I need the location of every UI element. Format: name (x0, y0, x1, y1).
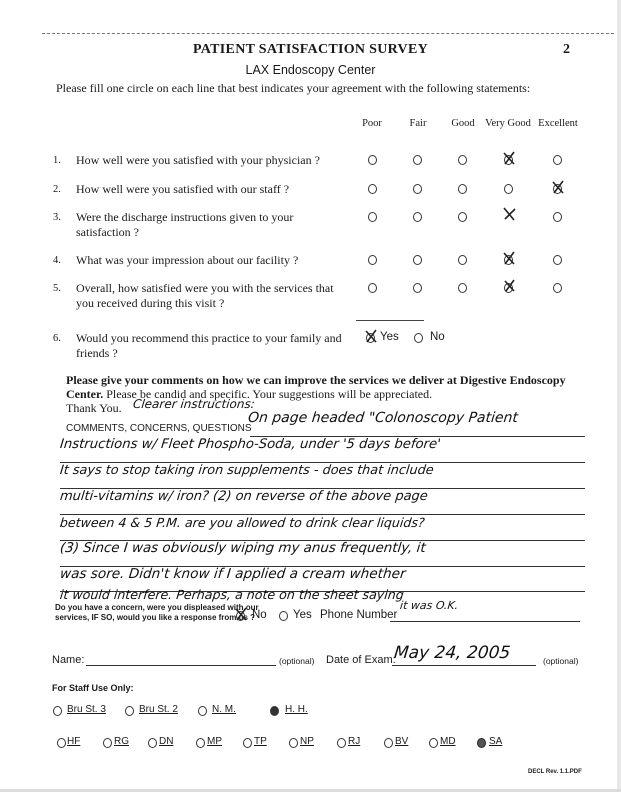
staff-bv-radio[interactable] (384, 738, 393, 748)
page-number: 2 (563, 42, 570, 57)
q1-number: 1. (53, 155, 61, 166)
col-poor: Poor (362, 118, 382, 129)
phone-number-label: Phone Number (320, 609, 398, 621)
q5-fair-radio[interactable] (413, 283, 422, 293)
date-of-exam-value: May 24, 2005 (392, 643, 512, 663)
q5-number: 5. (53, 283, 61, 294)
q6-yes-label: Yes (380, 331, 399, 343)
handwritten-line-5: between 4 & 5 P.M. are you allowed to drink clear liquids? (59, 515, 426, 530)
q5-excellent-radio[interactable] (553, 283, 562, 293)
col-excellent: Excellent (538, 118, 578, 129)
q6-no-label: No (430, 331, 445, 343)
staff-dn-label: DN (159, 736, 174, 747)
q2-fair-radio[interactable] (413, 184, 422, 194)
top-dashed-rule (42, 33, 614, 34)
concern-no-label: No (252, 609, 267, 621)
concern-no-check-mark-icon (234, 607, 248, 621)
q1-text: How well were you satisfied with your physician ? (76, 153, 320, 167)
staff-nm-label: N. M. (212, 704, 236, 715)
q4-excellent-radio[interactable] (553, 255, 562, 265)
date-of-exam-field[interactable] (392, 665, 536, 666)
name-label: Name: (52, 654, 85, 666)
q6-no-radio[interactable] (414, 333, 423, 343)
staff-bru-st3-radio[interactable] (53, 706, 62, 716)
staff-bru-st2-radio[interactable] (125, 706, 134, 716)
q6-number: 6. (53, 333, 61, 344)
q2-very-good-radio[interactable] (504, 184, 513, 194)
staff-use-heading: For Staff Use Only: (52, 683, 134, 693)
revision-code: DECL Rev. 1.1.PDF (528, 769, 582, 775)
staff-nm-radio[interactable] (198, 706, 207, 716)
thank-you-text: Thank You. (66, 401, 122, 415)
staff-rg-radio[interactable] (103, 738, 112, 748)
col-very-good: Very Good (485, 118, 531, 129)
staff-rg-label: RG (114, 736, 129, 747)
q2-number: 2. (53, 184, 61, 195)
q1-good-radio[interactable] (458, 155, 467, 165)
handwritten-heading: Clearer instructions: (132, 397, 256, 411)
concern-yes-radio[interactable] (279, 611, 288, 621)
q3-good-radio[interactable] (458, 212, 467, 222)
date-optional: (optional) (543, 656, 579, 666)
q4-good-radio[interactable] (458, 255, 467, 265)
staff-bru-st3-label: Bru St. 3 (67, 704, 106, 715)
q4-check-mark-icon (502, 251, 516, 265)
handwritten-line-9: it was O.K. (399, 599, 459, 612)
comments-prompt-line1: Please give your comments on how we can improve the services we deliver at Digestive Endoscopy (66, 373, 566, 387)
staff-md-radio[interactable] (429, 738, 438, 748)
handwritten-line-1: On page headed "Colonoscopy Patient (247, 410, 519, 426)
staff-sa-label: SA (489, 736, 503, 747)
handwritten-line-4: multi-vitamins w/ iron? (2) on reverse of the above page (59, 489, 429, 504)
q1-check-mark-icon (502, 151, 516, 165)
q4-number: 4. (53, 255, 61, 266)
q2-good-radio[interactable] (458, 184, 467, 194)
comments-prompt-rest: Please be candid and specific. Your suggestions will be appreciated. (103, 387, 433, 401)
q2-text: How well were you satisfied with our staff ? (76, 182, 290, 196)
q3-text: Were the discharge instructions given to your satisfaction ? (76, 210, 294, 239)
q4-text: What was your impression about our facility ? (76, 253, 299, 267)
handwritten-line-3: It says to stop taking iron supplements - does that include (59, 463, 435, 478)
handwritten-line-2: Instructions w/ Fleet Phospho-Soda, under '5 days before' (59, 437, 442, 452)
phone-number-field[interactable] (390, 621, 580, 622)
concern-question-line2: services, IF SO, would you like a response from us ? (55, 613, 256, 622)
staff-md-label: MD (440, 736, 456, 747)
staff-mp-label: MP (207, 736, 222, 747)
q1-poor-radio[interactable] (368, 155, 377, 165)
staff-hh-label: H. H. (285, 704, 308, 715)
staff-hh-radio[interactable] (270, 706, 279, 716)
staff-sa-radio[interactable] (477, 738, 486, 748)
q5-text: Overall, how satisfied were you with the services that you received during this visit ? (76, 281, 334, 310)
staff-tp-radio[interactable] (243, 738, 252, 748)
concern-yes-label: Yes (293, 609, 312, 621)
comments-prompt-center: Center. (66, 387, 104, 401)
survey-title: PATIENT SATISFACTION SURVEY (192, 42, 429, 57)
date-of-exam-label: Date of Exam: (326, 654, 396, 666)
q3-excellent-radio[interactable] (553, 212, 562, 222)
staff-bv-label: BV (395, 736, 409, 747)
handwritten-line-6: (3) Since I was obviously wiping my anus frequently, it (59, 541, 427, 556)
handwritten-line-7: was sore. Didn't know if I applied a cream whether (59, 566, 407, 582)
handwritten-line-8: it would interfere. Perhaps, a note on the sheet saying (59, 587, 405, 602)
staff-np-label: NP (300, 736, 314, 747)
q1-excellent-radio[interactable] (553, 155, 562, 165)
q3-fair-radio[interactable] (413, 212, 422, 222)
name-field[interactable] (86, 665, 276, 666)
staff-bru-st2-label: Bru St. 2 (139, 704, 178, 715)
q3-number: 3. (53, 212, 61, 223)
rating-divider (356, 320, 424, 321)
q2-check-mark-icon (551, 180, 565, 194)
col-good: Good (451, 118, 475, 129)
staff-np-radio[interactable] (289, 738, 298, 748)
q4-poor-radio[interactable] (368, 255, 377, 265)
name-optional: (optional) (279, 656, 315, 666)
q6-yes-check-mark-icon (364, 329, 378, 343)
survey-instructions: Please fill one circle on each line that best indicates your agreement with the following statements: (56, 81, 531, 95)
comments-label: COMMENTS, CONCERNS, QUESTIONS (66, 423, 252, 434)
staff-dn-radio[interactable] (148, 738, 157, 748)
center-name: LAX Endoscopy Center (245, 63, 376, 77)
q4-fair-radio[interactable] (413, 255, 422, 265)
q3-poor-radio[interactable] (368, 212, 377, 222)
staff-hf-radio[interactable] (57, 738, 66, 748)
q3-check-mark-icon[interactable] (502, 207, 516, 221)
q1-fair-radio[interactable] (413, 155, 422, 165)
staff-hf-label: HF (67, 736, 81, 747)
staff-mp-radio[interactable] (196, 738, 205, 748)
col-fair: Fair (409, 118, 427, 129)
q6-text: Would you recommend this practice to your family and friends ? (76, 331, 342, 360)
q2-poor-radio[interactable] (368, 184, 377, 194)
q5-good-radio[interactable] (458, 283, 467, 293)
q5-poor-radio[interactable] (368, 283, 377, 293)
q5-check-mark-icon (502, 279, 516, 293)
concern-question-line1: Do you have a concern, were you displeased with our (55, 603, 259, 612)
staff-rj-label: RJ (348, 736, 361, 747)
scan-edge-right (617, 0, 621, 792)
staff-rj-radio[interactable] (337, 738, 346, 748)
staff-tp-label: TP (254, 736, 267, 747)
